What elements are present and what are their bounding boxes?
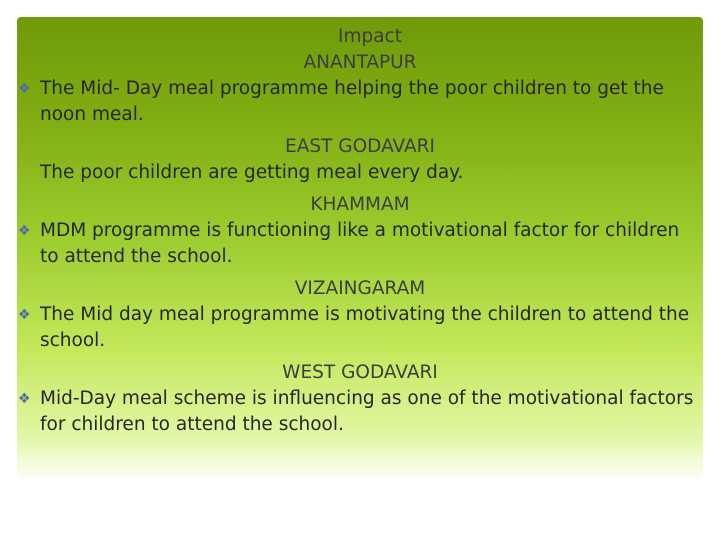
district-heading: ANANTAPUR [303,52,417,73]
bullet-text: MDM programme is functioning like a motivational factor for children to attend the school. [40,220,680,267]
bullet-item [17,218,703,270]
district-heading: VIZAINGARAM [294,278,426,299]
bullet-text: The poor children are getting meal every day. [40,162,464,183]
bullet-item [17,76,703,128]
diamond-bullet-icon: ❖ [18,223,31,239]
district-heading: WEST GODAVARI [282,362,438,383]
district-heading: EAST GODAVARI [285,136,435,157]
bullet-item [17,302,703,354]
diamond-bullet-icon: ❖ [18,81,31,97]
slide-title: Impact [338,26,402,47]
bottom-fade [0,440,720,540]
diamond-bullet-icon [17,160,40,186]
bullet-text: The Mid- Day meal programme helping the poor children to get the noon meal. [40,78,664,125]
bullet-text: The Mid day meal programme is motivating the children to attend the school. [40,304,690,351]
slide-content [17,24,703,438]
diamond-bullet-icon: ❖ [18,391,31,407]
bullet-item [17,386,703,438]
bullet-item [17,160,703,186]
diamond-bullet-icon: ❖ [18,307,31,323]
district-heading: KHAMMAM [310,194,410,215]
bullet-text: Mid-Day meal scheme is influencing as one of the motivational factors for children to attend the school. [40,388,694,435]
